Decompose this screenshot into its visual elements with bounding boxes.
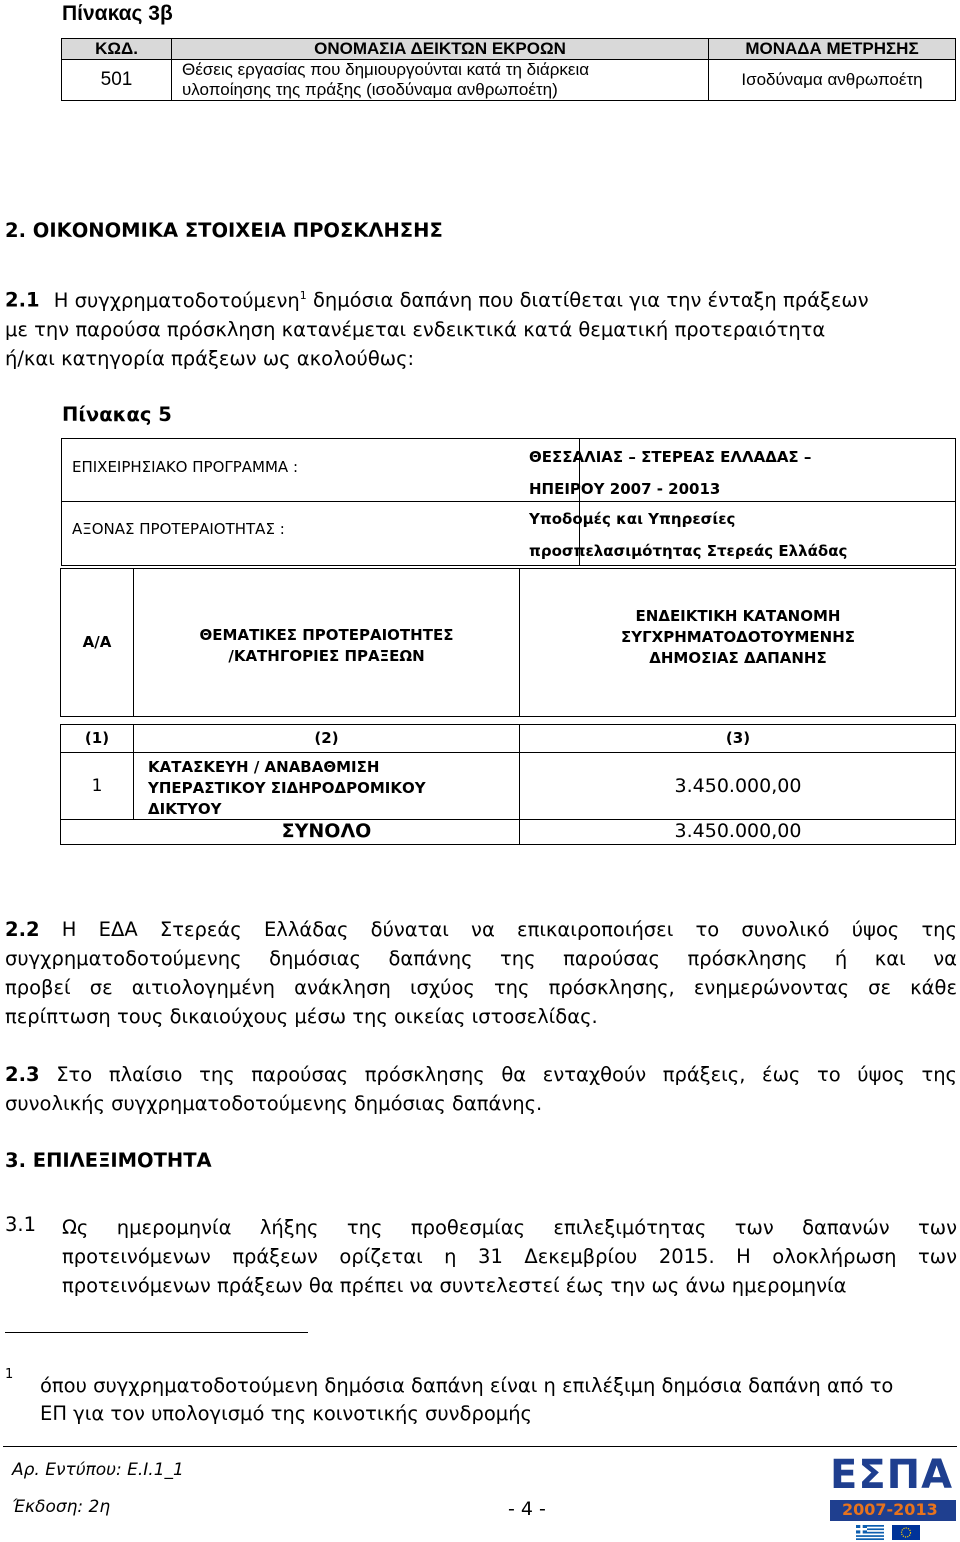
p21-line2: με την παρούσα πρόσκληση κατανέμεται ενδεικτικά κατά θεματική προτεραιότητα <box>5 317 826 341</box>
col-header-themes-line1: ΘΕΜΑΤΙΚΕΣ ΠΡΟΤΕΡΑΙΟΤΗΤΕΣ <box>199 626 454 644</box>
p23-number: 2.3 <box>5 1063 40 1086</box>
row-category-line3: ΔΙΚΤΥΟΥ <box>148 800 222 818</box>
p21-number: 2.1 <box>5 288 40 312</box>
header-code: ΚΩΔ. <box>62 39 172 60</box>
paragraph-2-1 <box>5 281 957 373</box>
p31-line3: προτεινόμενων πράξεων θα πρέπει να συντελεστεί έως την ως άνω ημερομηνία <box>62 1274 847 1297</box>
col-number-3: (3) <box>725 729 751 747</box>
form-number: Αρ. Εντύπου: Ε.Ι.1_1 <box>12 1460 184 1480</box>
footnote-line2: ΕΠ για τον υπολογισμό της κοινοτικής συνδρομής <box>40 1402 532 1425</box>
footnote-mark: 1 <box>5 1367 14 1382</box>
col-header-aa: Α/Α <box>82 633 112 651</box>
program-info-box <box>61 438 956 566</box>
row-code: 501 <box>62 60 172 101</box>
page-number: - 4 - <box>508 1498 546 1520</box>
row-category <box>148 757 426 820</box>
program-value-line2: ΗΠΕΙΡΟΥ 2007 - 20013 <box>529 480 721 498</box>
col-header-themes <box>134 625 519 667</box>
row-unit: Ισοδύναμα ανθρωποέτη <box>709 60 956 101</box>
paragraph-2-2 <box>5 915 957 1031</box>
row-amount: 3.450.000,00 <box>674 775 802 797</box>
footnote-line1: όπου συγχρηματοδοτούμενη δημόσια δαπάνη είναι η επιλέξιμη δημόσια δαπάνη από το <box>40 1374 894 1397</box>
section2-heading: 2. ΟΙΚΟΝΟΜΙΚΑ ΣΤΟΙΧΕΙΑ ΠΡΟΣΚΛΗΣΗΣ <box>5 219 443 242</box>
p22-line2: συγχρηματοδοτούμενης δημόσιας δαπάνης της παρούσας πρόσκλησης ή και να <box>5 947 957 970</box>
p21-line3: ή/και κατηγορία πράξεων ως ακολούθως: <box>5 346 415 370</box>
axis-value <box>529 503 847 567</box>
header-unit: ΜΟΝΑΔΑ ΜΕΤΡΗΣΗΣ <box>709 39 956 60</box>
row-name-line2: υλοποίησης της πράξης (ισοδύναμα ανθρωποέτη) <box>182 80 558 99</box>
footnote-text <box>40 1372 958 1428</box>
program-value-line1: ΘΕΣΣΑΛΙΑΣ – ΣΤΕΡΕΑΣ ΕΛΛΑΔΑΣ – <box>529 448 812 466</box>
table-3b <box>61 38 956 101</box>
p21-text-a: Η συγχρηματοδοτούμενη <box>53 288 300 312</box>
p21-text-b: δημόσια δαπάνη που διατίθεται για την ένταξη πράξεων <box>312 288 869 312</box>
table3b-title: Πίνακας 3β <box>62 2 173 25</box>
axis-value-line1: Υποδομές και Υπηρεσίες <box>529 510 736 528</box>
row-name <box>172 60 709 101</box>
footnote-separator <box>5 1332 308 1333</box>
logo-years: 2007-2013 <box>842 1500 938 1519</box>
footer-rule <box>3 1446 957 1447</box>
total-label: ΣΥΝΟΛΟ <box>281 820 372 842</box>
program-value <box>529 441 811 505</box>
p23-line2: συνολικής συγχρηματοδοτούμενης δημόσιας δαπάνης. <box>5 1092 543 1115</box>
row-name-line1: Θέσεις εργασίας που δημιουργούνται κατά τη διάρκεια <box>182 60 590 79</box>
col-header-alloc-line2: ΣΥΓΧΡΗΜΑΤΟΔΟΤΟΥΜΕΝΗΣ <box>620 628 856 646</box>
table5-title: Πίνακας 5 <box>62 403 172 426</box>
greece-flag-icon <box>856 1525 884 1540</box>
p22-text: Η ΕΔΑ Στερεάς Ελλάδας δύναται να επικαιροποιήσει το συνολικό ύψος της <box>61 918 957 941</box>
p23-line1 <box>5 1060 957 1089</box>
total-amount: 3.450.000,00 <box>674 820 802 842</box>
eu-flag-icon <box>892 1525 920 1540</box>
table-row <box>62 60 956 101</box>
row-number: 1 <box>91 776 103 796</box>
divider <box>62 501 955 502</box>
col-number-1: (1) <box>84 729 110 747</box>
p22-line3: προβεί σε αιτιολογημένη ανάκληση ισχύος της πρόσκλησης, ενημερώνοντας σε κάθε <box>5 976 957 999</box>
p22-line1 <box>5 915 957 944</box>
p31-line2: προτεινόμενων πράξεων ορίζεται η 31 Δεκεμβρίου 2015. Η ολοκλήρωση των <box>62 1245 957 1268</box>
espa-logo <box>806 1452 956 1540</box>
p22-number: 2.2 <box>5 918 40 941</box>
table-header-row <box>62 39 956 60</box>
edition: Έκδοση: 2η <box>12 1497 111 1517</box>
p31-number: 3.1 <box>5 1213 37 1236</box>
program-label: ΕΠΙΧΕΙΡΗΣΙΑΚΟ ΠΡΟΓΡΑΜΜΑ : <box>72 458 299 476</box>
col-header-alloc-line3: ΔΗΜΟΣΙΑΣ ΔΑΠΑΝΗΣ <box>649 649 827 667</box>
logo-text: ΕΣΠΑ <box>830 1452 954 1498</box>
col-header-alloc-line1: ΕΝΔΕΙΚΤΙΚΗ ΚΑΤΑΝΟΜΗ <box>635 607 841 625</box>
p22-line4: περίπτωση τους δικαιούχους μέσω της οικείας ιστοσελίδας. <box>5 1005 598 1028</box>
paragraph-3-1 <box>62 1213 957 1300</box>
axis-value-line2: προσπελασιμότητας Στερεάς Ελλάδας <box>529 542 848 560</box>
paragraph-2-3 <box>5 1060 957 1118</box>
row-category-line1: ΚΑΤΑΣΚΕΥΗ / ΑΝΑΒΑΘΜΙΣΗ <box>148 758 380 776</box>
axis-label: ΑΞΟΝΑΣ ΠΡΟΤΕΡΑΙΟΤΗΤΑΣ : <box>72 520 285 538</box>
header-name: ΟΝΟΜΑΣΙΑ ΔΕΙΚΤΩΝ ΕΚΡΟΩΝ <box>172 39 709 60</box>
col-number-2: (2) <box>314 729 339 747</box>
row-category-line2: ΥΠΕΡΑΣΤΙΚΟΥ ΣΙΔΗΡΟΔΡΟΜΙΚΟΥ <box>148 779 426 797</box>
p23-text: Στο πλαίσιο της παρούσας πρόσκλησης θα ενταχθούν πράξεις, έως το ύψος της <box>56 1063 958 1086</box>
p21-line1 <box>5 281 957 315</box>
p31-line1: Ως ημερομηνία λήξης της προθεσμίας επιλεξιμότητας των δαπανών των <box>62 1216 957 1239</box>
p21-footnote-mark: 1 <box>299 289 307 302</box>
col-header-themes-line2: /ΚΑΤΗΓΟΡΙΕΣ ΠΡΑΞΕΩΝ <box>228 647 425 665</box>
col-header-alloc <box>520 606 956 669</box>
section3-heading: 3. ΕΠΙΛΕΞΙΜΟΤΗΤΑ <box>5 1149 212 1172</box>
